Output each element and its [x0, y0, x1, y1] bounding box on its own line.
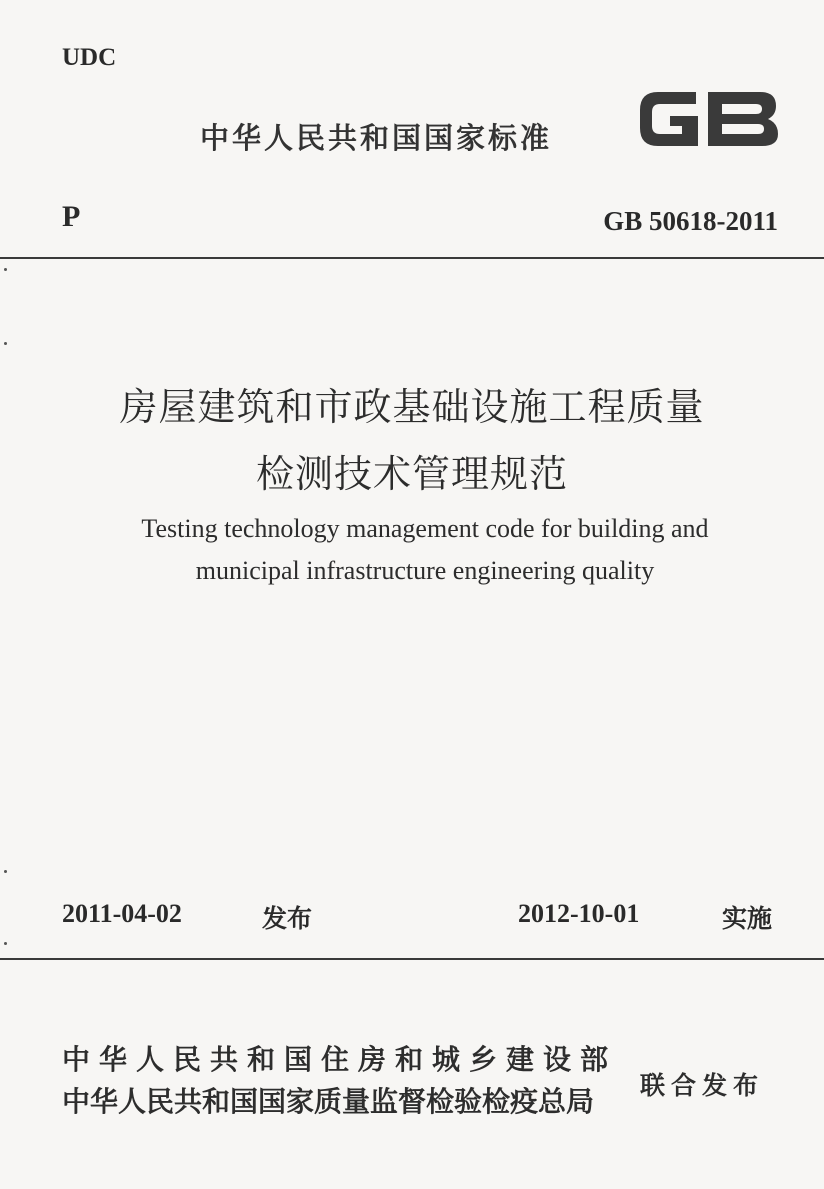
title-en-line1: Testing technology management code for building and	[141, 514, 709, 543]
scan-speck	[4, 342, 7, 345]
standard-org-title: 中华人民共和国国家标准	[200, 121, 553, 155]
effective-date: 2012-10-01	[518, 899, 640, 928]
issue-date: 2011-04-02	[62, 899, 182, 928]
effective-label: 实施	[722, 904, 773, 933]
issue-label: 发布	[262, 904, 313, 933]
scan-speck	[4, 268, 7, 271]
issuer-aqsiq: 中华人民共和国国家质量监督检验检疫总局	[62, 1085, 595, 1118]
gb-logo-icon	[636, 82, 782, 156]
classification-code: P	[62, 200, 81, 233]
joint-issue-label: 联合发布	[640, 1071, 765, 1100]
scan-speck	[4, 942, 7, 945]
udc-label: UDC	[62, 44, 117, 71]
scan-speck	[4, 870, 7, 873]
top-divider	[0, 257, 824, 259]
title-en-line2: municipal infrastructure engineering quality	[195, 556, 655, 585]
standard-number: GB 50618-2011	[603, 206, 778, 236]
issuer-ministry: 中华人民共和国住房和城乡建设部	[62, 1043, 618, 1076]
title-cn-line1: 房屋建筑和市政基础设施工程质量	[119, 385, 705, 429]
title-cn-line2: 检测技术管理规范	[255, 452, 568, 496]
bottom-divider	[0, 958, 824, 960]
